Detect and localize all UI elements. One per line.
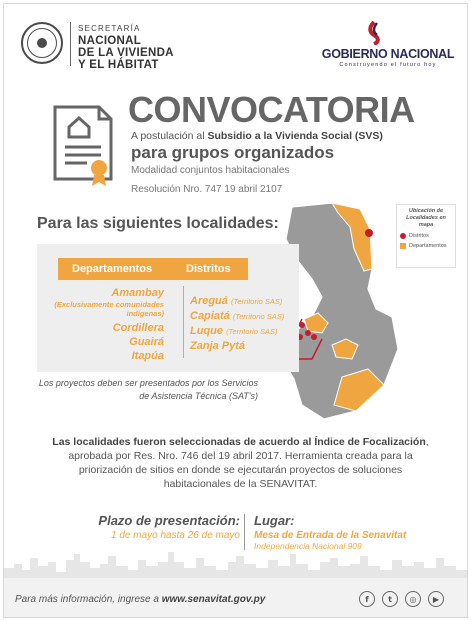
proyectos-line-1: Los proyectos deben ser presentados por los Servicios (38, 378, 258, 388)
gov-tagline: Construyendo el futuro hoy (339, 62, 437, 68)
proyectos-note (24, 377, 258, 403)
legend-distritos-label: Distritos (409, 233, 429, 239)
departamento-name: Guairá (129, 336, 164, 348)
table-divider (183, 286, 184, 358)
lugar-address: Independencia Nacional 909 (254, 541, 362, 551)
twitter-icon[interactable]: t (382, 591, 398, 607)
plazo-value: 1 de mayo hasta 26 de mayo (111, 530, 240, 541)
localidades-table-header (58, 258, 248, 280)
plazo-block (90, 513, 240, 541)
distrito-item (190, 339, 284, 353)
ministry-name (78, 23, 174, 71)
distrito-note: (Territorio SAS) (232, 312, 285, 321)
header-distritos: Distritos (186, 263, 231, 275)
focalizacion-rest: , aprobada por Res. Nro. 746 del 19 abril 2017. Herramienta creada para la priorización de sitios en donde se ejecutarán proyectos de soluciones habitacionales de la SENAVITAT. (68, 436, 429, 490)
departamento-name: Cordillera (112, 322, 164, 334)
city-skyline-illustration (4, 544, 467, 579)
distrito-name: Luque (190, 325, 223, 337)
line1-prefix: A postulación al (131, 130, 208, 142)
line1-bold: Subsidio a la Vivienda Social (SVS) (207, 130, 383, 142)
focalizacion-paragraph (44, 435, 437, 491)
distrito-item (190, 294, 284, 309)
distrito-name: Areguá (190, 295, 228, 307)
header-departamentos: Departamentos (72, 263, 153, 275)
localidades-title: Para las siguientes localidades: (37, 215, 279, 232)
convocatoria-line-2: para grupos organizados (131, 143, 335, 162)
distrito-note: (Territorio SAS) (230, 297, 283, 306)
lugar-heading: Lugar: (254, 513, 295, 528)
red-dot-icon (400, 233, 406, 239)
footer-info (15, 594, 265, 605)
ministry-line-2: NACIONAL (78, 35, 142, 47)
header-divider (70, 22, 71, 66)
footer-prefix: Para más información, ingrese a (15, 594, 162, 605)
distrito-item (190, 309, 284, 324)
gobierno-flag-icon (363, 21, 385, 45)
departamento-name: Amambay (111, 287, 164, 299)
distrito-name: Capiatá (190, 310, 230, 322)
departamentos-list (34, 286, 164, 363)
distrito-name: Zanja Pytá (190, 340, 246, 352)
ministry-line-3: DE LA VIVIENDA (78, 47, 174, 59)
convocatoria-line-4: Resolución Nro. 747 19 abril 2107 (131, 184, 283, 195)
ministry-line-4: Y EL HÁBITAT (78, 59, 159, 71)
distrito-item (190, 324, 284, 339)
legend-title: Ubicación de Localidades en mapa (406, 208, 446, 228)
focalizacion-bold: Las localidades fueron seleccionadas de acuerdo al Índice de Focalización (52, 436, 426, 448)
proyectos-line-2: de Asistencia Técnica (SAT's) (139, 391, 258, 401)
facebook-icon[interactable]: f (359, 591, 375, 607)
instagram-icon[interactable]: ◎ (405, 591, 421, 607)
lugar-value: Mesa de Entrada de la Senavitat (254, 530, 407, 541)
gobierno-nacional-logo (318, 47, 458, 68)
legend-row-departamentos (400, 243, 452, 249)
plazo-heading: Plazo de presentación: (98, 513, 240, 528)
poster (3, 3, 468, 618)
distritos-list (190, 294, 284, 353)
social-links (359, 591, 444, 607)
convocatoria-line-3: Modalidad conjuntos habitacionales (131, 165, 290, 176)
gov-name: GOBIERNO NACIONAL (321, 47, 455, 61)
distrito-note: (Territorio SAS) (226, 327, 278, 336)
departamento-note: (Exclusivamente comunidades indígenas) (54, 300, 164, 318)
legend-departamentos-label: Departamentos (409, 243, 447, 249)
convocatoria-title: CONVOCATORIA (128, 89, 415, 130)
footer-url-link[interactable]: www.senavitat.gov.py (161, 594, 266, 605)
legend-row-distritos (400, 233, 452, 239)
ministry-line-1: SECRETARÍA (78, 24, 141, 33)
national-seal-icon (21, 22, 63, 64)
youtube-icon[interactable]: ▶ (428, 591, 444, 607)
document-certificate-icon (51, 105, 116, 187)
map-legend (396, 204, 456, 268)
orange-square-icon (400, 243, 406, 249)
departamento-name: Itapúa (131, 350, 164, 362)
convocatoria-line-1 (131, 130, 383, 142)
